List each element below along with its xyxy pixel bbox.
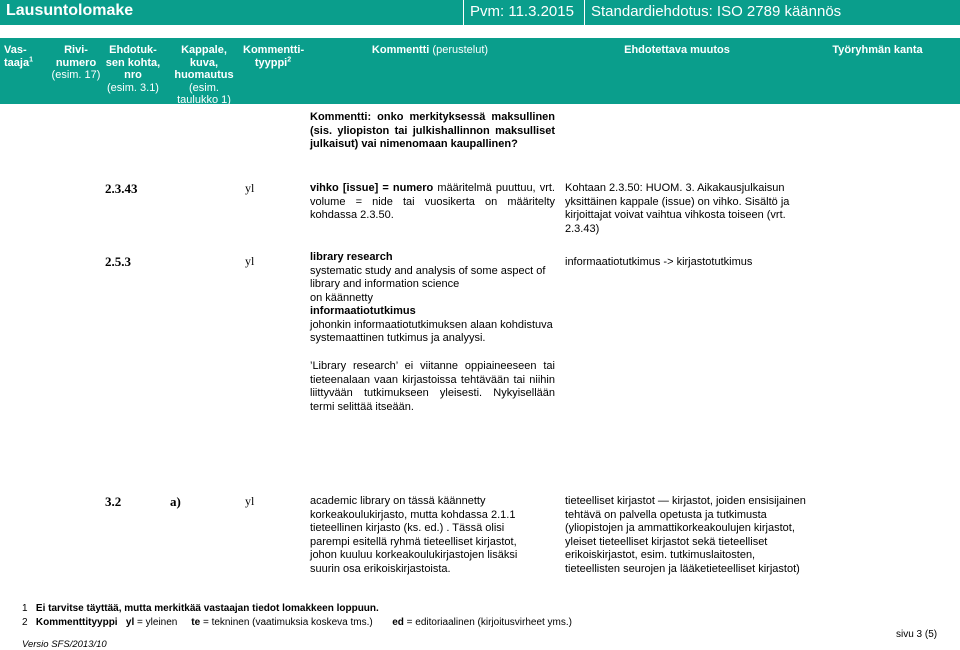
row1-tyyppi: yl [245, 181, 255, 195]
column-kommentti: Kommentti (perustelut) [371, 44, 489, 56]
column-kappale: Kappale, kuva, huomautus (esim. taulukko 1) [174, 44, 234, 106]
row2-tyyppi: yl [245, 254, 255, 268]
row2-definition: systematic study and analysis of some aspect of library and information science [310, 264, 546, 290]
header-bar [0, 0, 960, 25]
footnote-1: 1 Ei tarvitse täyttää, mutta merkitkää vastaajan tiedot lomakkeen loppuun. [22, 603, 379, 614]
column-tyoryhman-kanta: Työryhmän kanta [832, 44, 923, 56]
row1-change: Kohtaan 2.3.50: HUOM. 3. Aikakausjulkaisun yksittäinen kappale (issue) on vihko. Sisältö ja kirjoittajat voivat vaihtua vihkosta toiseen (vrt. 2.3.43) [565, 182, 790, 235]
standard-name: Standardiehdotus: ISO 2789 käännös [591, 3, 842, 20]
footnote-2: 2 Kommenttityyppi yl = yleinen te = tekninen (vaatimuksia koskeva tms.) ed = editoriaalinen (kirjoitusvirheet yms.) [22, 616, 572, 628]
row3-change: tieteelliset kirjastot — kirjastot, joiden ensisijainen tehtävä on palvella opetusta ja tutkimusta (yliopistojen ja ammattikorkeakoulujen kirjastot, yleiset tieteelliset kirjastot sekä tieteelliset erikoiskirjastot, esim. tutkimuslaitosten, tieteellisten seurojen ja lääketieteelliset kirjastot) [565, 495, 806, 575]
intro-comment: Kommentti: onko merkityksessä maksullinen (sis. yliopiston tai julkishallinnon maksulliset julkaisut) vai nimenomaan kaupallinen? [310, 111, 555, 150]
row2-comment [310, 251, 555, 346]
header-divider [463, 0, 464, 25]
page-number: sivu 3 (5) [896, 629, 938, 640]
form-title: Lausuntolomake [6, 2, 134, 19]
version-label: Versio SFS/2013/10 [22, 639, 107, 650]
column-kommenttityyppi: Kommentti- tyyppi$^2$ [243, 44, 305, 69]
footnotes [22, 602, 572, 629]
row2-translated-def: johonkin informaatiotutkimuksen alaan kohdistuva systemaattinen tutkimus ja analyysi. [310, 318, 553, 344]
row2-translated-term: informaatiotutkimus [310, 305, 416, 317]
column-header-row [0, 38, 960, 104]
column-ehdotuksen-kohta: Ehdotuk- sen kohta, nro (esim. 3.1) [105, 44, 161, 94]
row2-change: informaatiotutkimus -> kirjastotutkimus [565, 256, 753, 268]
row3-kohta: 3.2 [105, 494, 122, 509]
row2-term: library research [310, 251, 393, 263]
header-divider [584, 0, 585, 25]
row1-comment: vihko [issue] = numero määritelmä puuttuu, vrt. volume = nide tai vuosikerta on määritelty kohdassa 2.3.50. [310, 182, 555, 221]
column-ehdotettava-muutos: Ehdotettava muutos [624, 44, 730, 56]
column-vastaaja: Vas- taaja$^1$ [4, 44, 33, 69]
row2-translated-label: on käännetty [310, 291, 373, 304]
column-rivinumero: Rivi- numero (esim. 17) [51, 44, 101, 81]
row3-kappale: a) [170, 494, 181, 509]
row2-kohta: 2.5.3 [105, 254, 131, 269]
row1-kohta: 2.3.43 [105, 181, 138, 196]
row2-remark: ’Library research’ ei viitanne oppiaineeseen tai tieteenalaan vaan kirjastoissa tehtävään tai niihin liittyvään tutkimukseen yleisesti. Nykyisellään termi selittää itseään. [310, 360, 555, 413]
row3-tyyppi: yl [245, 494, 255, 508]
row3-comment: academic library on tässä käännetty korkeakoulukirjasto, mutta kohdassa 2.1.1 tieteellinen kirjasto (ks. ed.) . Tässä olisi parempi esitellä ryhmä tieteelliset kirjastot, johon kuuluu korkeakoulukirjastojen lisäksi suurin osa erikoiskirjastoista. [310, 495, 518, 575]
form-date: Pvm: 11.3.2015 [470, 3, 574, 20]
